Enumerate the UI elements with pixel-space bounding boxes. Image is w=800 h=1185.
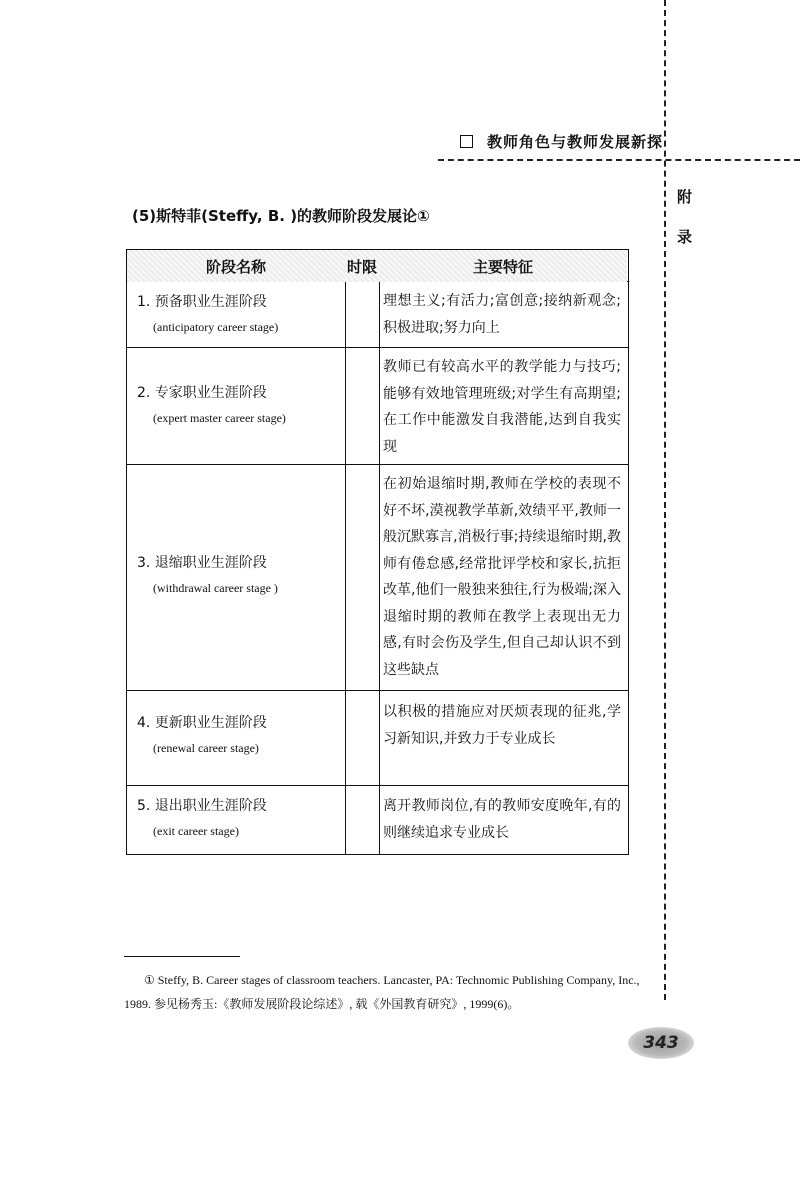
running-head xyxy=(460,131,663,152)
footnote: ① Steffy, B. Career stages of classroom teachers. Lancaster, PA: Technomic Publishing Company, Inc., 1989. 参见杨秀玉:《教师发展阶段论综述》, 载《外国教育研究》, 1999(6)。 xyxy=(124,973,640,1011)
running-head-title: 教师角色与教师发展新探 xyxy=(487,133,664,151)
table-row xyxy=(127,691,628,786)
table-row xyxy=(127,282,628,348)
stage-name-zh: 5. 退出职业生涯阶段 xyxy=(137,798,267,814)
stage-name xyxy=(137,711,342,761)
page-number: 343 xyxy=(628,1027,694,1059)
stage-name-zh: 4. 更新职业生涯阶段 xyxy=(137,715,267,731)
stage-name xyxy=(137,290,342,340)
stage-name xyxy=(137,551,342,601)
square-icon xyxy=(460,135,473,148)
stage-features: 教师已有较高水平的教学能力与技巧;能够有效地管理班级;对学生有高期望;在工作中能激发自我潜能,达到自我实现 xyxy=(383,359,621,455)
stage-features: 离开教师岗位,有的教师安度晚年,有的则继续追求专业成长 xyxy=(383,798,621,841)
header-period: 时限 xyxy=(345,250,379,282)
stage-name-zh: 2. 专家职业生涯阶段 xyxy=(137,385,267,401)
side-tab-char-1: 附 xyxy=(677,188,693,206)
stage-name-en: (exit career stage) xyxy=(153,824,239,838)
header-dashed-rule xyxy=(438,159,800,161)
stage-features: 以积极的措施应对厌烦表现的征兆,学习新知识,并致力于专业成长 xyxy=(383,704,621,747)
stage-name xyxy=(137,381,342,431)
table-header-row xyxy=(127,250,628,282)
stage-features: 在初始退缩时期,教师在学校的表现不好不坏,漠视教学革新,效绩平平,教师一般沉默寡言,消极行事;持续退缩时期,教师有倦怠感,经常批评学校和家长,抗拒改革,他们一般独来独往,行为极端;深入退缩时期的教师在教学上表现出无力感,有时会伤及学生,但自己却认识不到这些缺点 xyxy=(383,476,621,678)
stage-name-en: (withdrawal career stage ) xyxy=(153,581,278,595)
stage-name-en: (renewal career stage) xyxy=(153,741,259,755)
table-row xyxy=(127,348,628,465)
stage-name xyxy=(137,794,342,844)
stage-name-zh: 1. 预备职业生涯阶段 xyxy=(137,294,267,310)
stage-features: 理想主义;有活力;富创意;接纳新观念;积极进取;努力向上 xyxy=(383,293,621,336)
margin-dashed-rule xyxy=(664,0,666,1000)
table-row xyxy=(127,465,628,691)
header-stage-name: 阶段名称 xyxy=(127,250,345,282)
side-tab-char-2: 录 xyxy=(677,228,693,246)
footnote-rule xyxy=(124,956,240,957)
header-features: 主要特征 xyxy=(379,250,627,282)
stage-name-en: (anticipatory career stage) xyxy=(153,320,279,334)
stage-name-en: (expert master career stage) xyxy=(153,411,286,425)
section-title: (5)斯特菲(Steffy, B. )的教师阶段发展论① xyxy=(132,207,430,225)
stages-table xyxy=(126,249,629,855)
table-row xyxy=(127,786,628,854)
stage-name-zh: 3. 退缩职业生涯阶段 xyxy=(137,555,267,571)
